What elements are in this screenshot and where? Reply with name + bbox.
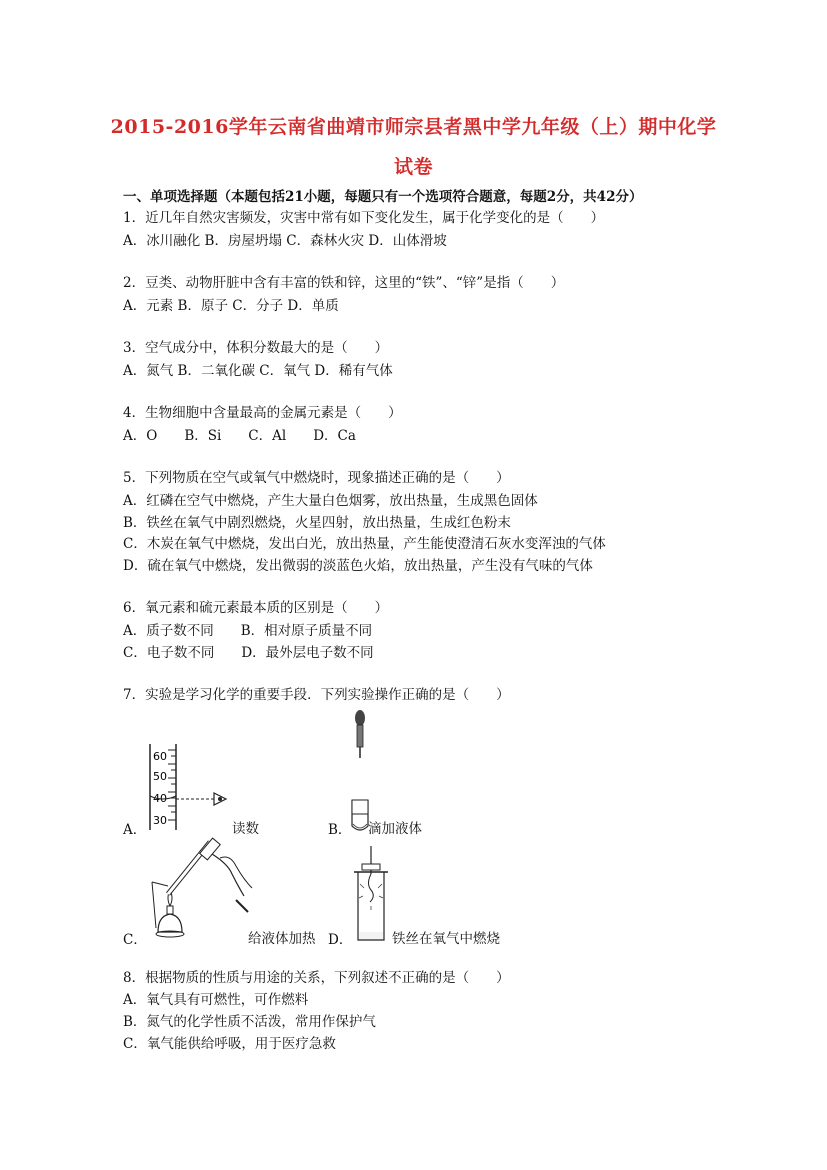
figure-d-caption: 铁丝在氧气中燃烧 (392, 931, 500, 947)
question-5-option-b: B．铁丝在氧气中剧烈燃烧，火星四射，放出热量，生成红色粉末 (123, 515, 511, 531)
question-4-options: A．O B．Si C．Al D．Ca (123, 428, 356, 444)
question-8-option-a: A．氧气具有可燃性，可作燃料 (123, 992, 309, 1008)
figure-d-letter: D． (328, 932, 353, 948)
question-7-stem: 7．实验是学习化学的重要手段．下列实验操作正确的是（ ） (123, 687, 510, 703)
figure-heating-liquid (140, 836, 255, 946)
figure-c-caption: 给液体加热 (248, 931, 316, 947)
question-5-option-d: D．硫在氧气中燃烧，发出微弱的淡蓝色火焰，放出热量，产生没有气味的气体 (123, 558, 593, 574)
section-header: 一、单项选择题（本题包括21小题，每题只有一个选项符合题意，每题2分，共42分） (123, 189, 643, 205)
figure-dropper-test-tube (340, 708, 380, 834)
figure-iron-wire-bottle (348, 844, 394, 944)
title-line-2: 试卷 (393, 156, 433, 178)
figure-cylinder-reading (140, 740, 240, 832)
question-2-stem: 2．豆类、动物肝脏中含有丰富的铁和锌，这里的“铁”、“锌”是指（ ） (123, 275, 565, 291)
cylinder-tick-40: 40 (153, 792, 167, 805)
figure-a-caption: 读数 (232, 821, 259, 837)
question-4-stem: 4．生物细胞中含量最高的金属元素是（ ） (123, 405, 402, 421)
question-2-options: A．元素 B．原子 C．分子 D．单质 (123, 298, 339, 314)
question-3-options: A．氮气 B．二氧化碳 C．氧气 D．稀有气体 (123, 363, 393, 379)
question-5-option-a: A．红磷在空气中燃烧，产生大量白色烟雾，放出热量，生成黑色固体 (123, 493, 538, 509)
title-line-1: 2015-2016学年云南省曲靖市师宗县者黑中学九年级（上）期中化学 (110, 116, 717, 138)
figure-b-letter: B． (328, 822, 352, 838)
question-5-option-c: C．木炭在氧气中燃烧，发出白光，放出热量，产生能使澄清石灰水变浑浊的气体 (123, 536, 606, 552)
question-6-stem: 6．氧元素和硫元素最本质的区别是（ ） (123, 600, 389, 616)
cylinder-tick-60: 60 (153, 750, 167, 763)
cylinder-tick-50: 50 (153, 770, 167, 783)
figure-a-letter: A． (123, 822, 147, 838)
question-8-option-c: C．氧气能供给呼吸，用于医疗急救 (123, 1036, 336, 1052)
question-6-options-cd: C．电子数不同 D．最外层电子数不同 (123, 645, 374, 661)
question-1-stem: 1．近几年自然灾害频发，灾害中常有如下变化发生，属于化学变化的是（ ） (123, 210, 605, 226)
question-8-option-b: B．氮气的化学性质不活泼，常用作保护气 (123, 1014, 376, 1030)
question-1-options: A．冰川融化 B．房屋坍塌 C．森林火灾 D．山体滑坡 (123, 233, 447, 249)
question-3-stem: 3．空气成分中，体积分数最大的是（ ） (123, 340, 389, 356)
question-6-options-ab: A．质子数不同 B．相对原子质量不同 (123, 623, 373, 639)
figure-b-caption: 滴加液体 (368, 821, 422, 837)
cylinder-tick-30: 30 (153, 814, 167, 827)
question-8-stem: 8．根据物质的性质与用途的关系，下列叙述不正确的是（ ） (123, 970, 510, 986)
figure-c-letter: C． (123, 932, 147, 948)
question-5-stem: 5．下列物质在空气或氧气中燃烧时，现象描述正确的是（ ） (123, 470, 510, 486)
